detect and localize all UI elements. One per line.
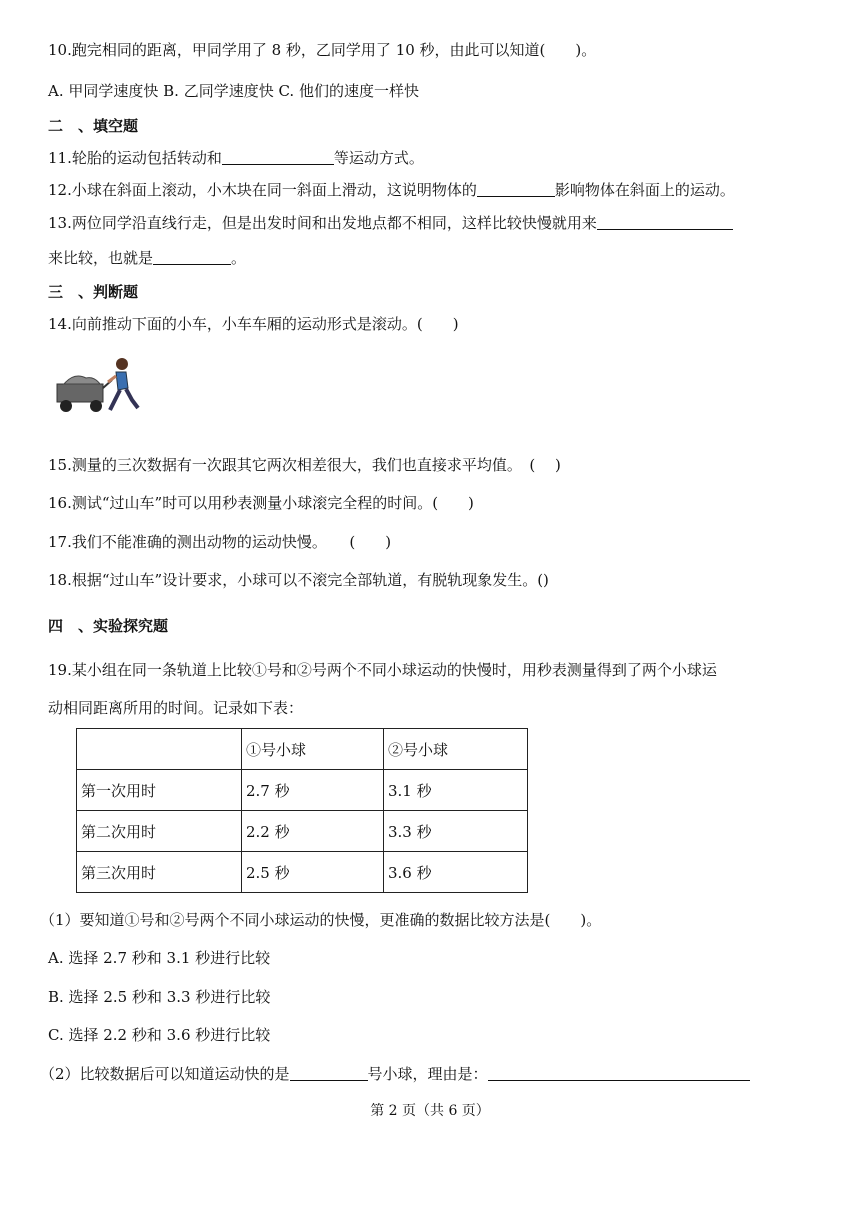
table-cell: 2.5 秒: [242, 852, 384, 893]
question-12-text-a: 12.小球在斜面上滚动，小木块在同一斜面上滑动，这说明物体的: [48, 181, 477, 199]
table-cell: 第一次用时: [77, 770, 242, 811]
child-pushing-cart-image: [52, 356, 142, 416]
answer-blank[interactable]: [477, 180, 555, 197]
question-19-line1: 19.某小组在同一条轨道上比较①号和②号两个不同小球运动的快慢时，用秒表测量得到了两个小球运: [48, 661, 717, 679]
question-13-cont: [48, 248, 246, 268]
table-cell: 2.2 秒: [242, 811, 384, 852]
answer-blank[interactable]: [597, 213, 733, 230]
table-cell: 3.6 秒: [384, 852, 528, 893]
section-heading-judgement: 三 、判断题: [48, 283, 139, 301]
question-11-text-a: 11.轮胎的运动包括转动和: [48, 149, 222, 167]
question-18: 18.根据“过山车”设计要求，小球可以不滚完全部轨道，有脱轨现象发生。(): [48, 571, 549, 589]
table-row: [77, 770, 528, 811]
question-10-options: A. 甲同学速度快 B. 乙同学速度快 C. 他们的速度一样快: [48, 82, 419, 100]
timing-record-table: [76, 728, 528, 893]
question-13-text-b: 来比较，也就是: [48, 249, 154, 267]
question-11-text-b: 等运动方式。: [333, 149, 424, 167]
answer-blank[interactable]: [222, 148, 334, 165]
answer-blank[interactable]: [290, 1064, 368, 1081]
table-cell: 2.7 秒: [242, 770, 384, 811]
page-footer: 第 2 页（共 6 页）: [370, 1103, 490, 1119]
question-10: 10.跑完相同的距离，甲同学用了 8 秒，乙同学用了 10 秒，由此可以知道( )。: [48, 41, 597, 59]
option-b: B. 选择 2.5 秒和 3.3 秒进行比较: [48, 988, 271, 1006]
question-13-text-c: 。: [231, 249, 247, 267]
table-cell: 第三次用时: [77, 852, 242, 893]
question-19-sub1: （1）要知道①号和②号两个不同小球运动的快慢，更准确的数据比较方法是( )。: [40, 911, 602, 929]
question-12-text-b: 影响物体在斜面上的运动。: [554, 181, 735, 199]
question-19-sub2: [40, 1064, 750, 1084]
section-heading-fill-blank: 二 、填空题: [48, 117, 139, 135]
table-header-row: [77, 729, 528, 770]
table-header-cell: ②号小球: [384, 729, 528, 770]
option-c: C. 选择 2.2 秒和 3.6 秒进行比较: [48, 1026, 271, 1044]
question-19-line2: 动相同距离所用的时间。记录如下表：: [48, 699, 304, 717]
question-13: [48, 213, 733, 233]
table-cell: 3.3 秒: [384, 811, 528, 852]
table-cell: 第二次用时: [77, 811, 242, 852]
option-a: A. 选择 2.7 秒和 3.1 秒进行比较: [48, 949, 271, 967]
question-12: [48, 180, 735, 200]
answer-blank[interactable]: [488, 1064, 750, 1081]
question-16: 16.测试“过山车”时可以用秒表测量小球滚完全程的时间。( ): [48, 494, 474, 512]
table-row: [77, 811, 528, 852]
question-11: [48, 148, 424, 168]
section-heading-experiment: 四 、实验探究题: [48, 617, 169, 635]
table-header-cell: [77, 729, 242, 770]
sub2-text-b: 号小球，理由是：: [367, 1065, 488, 1083]
question-17: 17.我们不能准确的测出动物的运动快慢。 ( ): [48, 533, 392, 551]
question-14: 14.向前推动下面的小车，小车车厢的运动形式是滚动。( ): [48, 315, 459, 333]
question-13-text-a: 13.两位同学沿直线行走，但是出发时间和出发地点都不相同，这样比较快慢就用来: [48, 214, 597, 232]
table-row: [77, 852, 528, 893]
table-header-cell: ①号小球: [242, 729, 384, 770]
answer-blank[interactable]: [153, 248, 231, 265]
table-cell: 3.1 秒: [384, 770, 528, 811]
question-15: 15.测量的三次数据有一次跟其它两次相差很大，我们也直接求平均值。 ( ): [48, 456, 561, 474]
sub2-text-a: （2）比较数据后可以知道运动快的是: [40, 1065, 290, 1083]
